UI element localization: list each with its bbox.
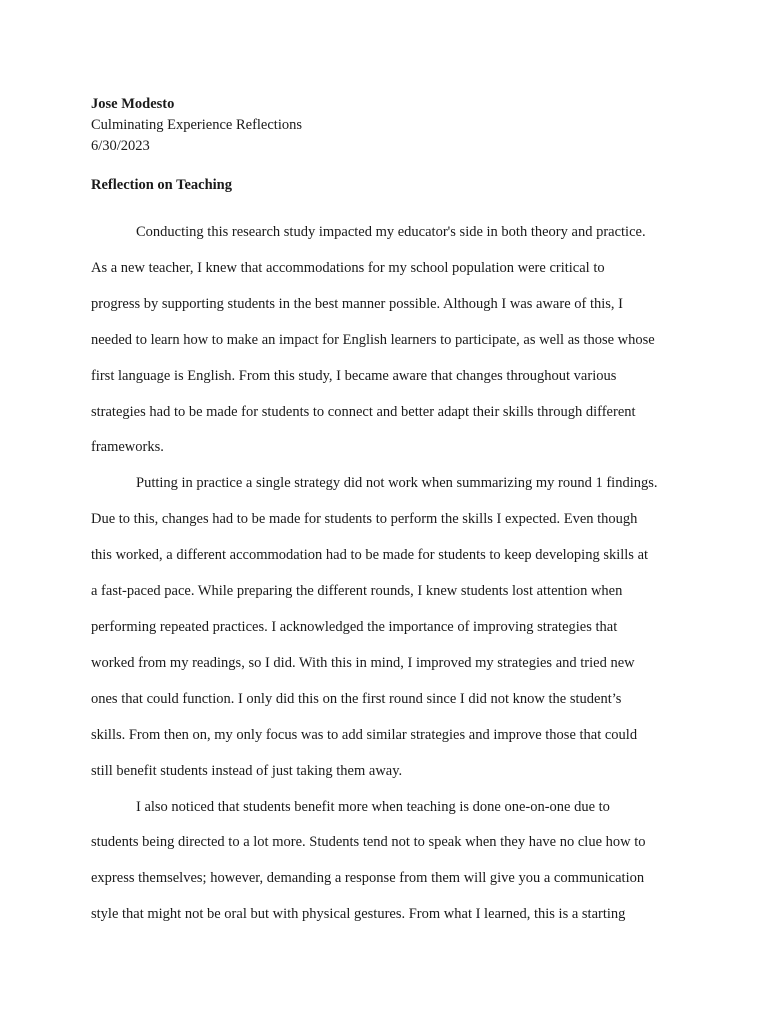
text-line: strategies had to be made for students to connect and better adapt their skills through different	[91, 403, 636, 420]
text-line: a fast-paced pace. While preparing the different rounds, I knew students lost attention when	[91, 583, 623, 600]
text-line: Conducting this research study impacted my educator's side in both theory and practice.	[136, 224, 646, 240]
text-line: skills. From then on, my only focus was to add similar strategies and improve those that could	[91, 726, 638, 743]
text-line: needed to learn how to make an impact for English learners to participate, as well as those whose	[91, 331, 655, 348]
text-line: progress by supporting students in the best manner possible. Although I was aware of this, I	[91, 295, 623, 312]
paragraph	[91, 790, 691, 934]
author-name: Jose Modesto	[91, 96, 175, 112]
text-line: Putting in practice a single strategy did not work when summarizing my round 1 findings.	[136, 475, 658, 492]
text-line: As a new teacher, I knew that accommodations for my school population were critical to	[91, 259, 605, 276]
section-heading: Reflection on Teaching	[91, 177, 232, 193]
text-line: ones that could function. I only did this on the first round since I did not know the student’s	[91, 690, 622, 707]
paragraph	[91, 215, 691, 466]
document-header	[91, 94, 691, 157]
text-line: worked from my readings, so I did. With this in mind, I improved my strategies and tried new	[91, 654, 635, 671]
document-date: 6/30/2023	[91, 138, 150, 154]
text-line: first language is English. From this study, I became aware that changes throughout various	[91, 367, 617, 384]
text-line: still benefit students instead of just taking them away.	[91, 762, 403, 779]
text-line: style that might not be oral but with physical gestures. From what I learned, this is a starting	[91, 906, 626, 923]
text-line: students being directed to a lot more. Students tend not to speak when they have no clue how to	[91, 834, 646, 851]
text-line: Due to this, changes had to be made for students to perform the skills I expected. Even though	[91, 511, 638, 528]
text-line: express themselves; however, demanding a response from them will give you a communication	[91, 870, 645, 887]
text-line: this worked, a different accommodation had to be made for students to keep developing skills at	[91, 547, 649, 564]
text-line: performing repeated practices. I acknowledged the importance of improving strategies that	[91, 618, 618, 635]
document-body	[91, 215, 691, 933]
text-line: frameworks.	[91, 439, 164, 456]
document-title: Culminating Experience Reflections	[91, 117, 302, 133]
text-line: I also noticed that students benefit more when teaching is done one-on-one due to	[136, 798, 610, 815]
paragraph	[91, 466, 691, 789]
